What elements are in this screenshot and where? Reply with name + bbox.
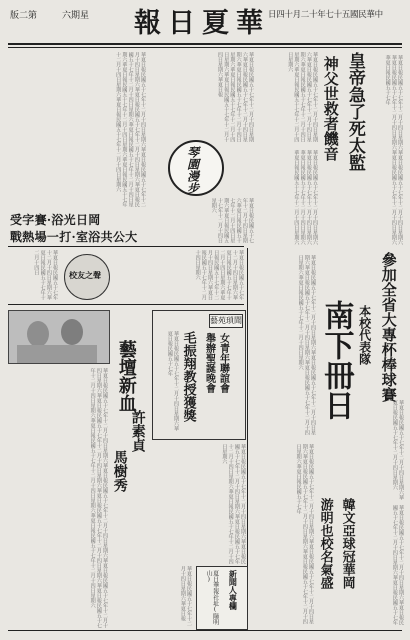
- bottom-right-headline: 韓文亞球冠華岡: [339, 498, 355, 589]
- new-blood-headline: 藝壇新血: [115, 340, 137, 412]
- column-logo-text: 琴園漫步: [185, 146, 200, 194]
- body-text-block: 華夏日報民國五十七年十二月十四日星期六華夏日報民國五十七年: [166, 331, 179, 431]
- body-text-block: 華夏日報民國五十七年十二月十四日星期六華夏日報民國五十七年十二月十四日星期六: [391, 400, 404, 500]
- students-photo: [8, 310, 110, 364]
- edition-number: 版二第: [10, 11, 38, 21]
- bottom-right-subheadline: 游明也校名氣盛: [317, 498, 333, 589]
- bath-ad: [8, 210, 148, 244]
- body-text-block: 華夏日報民國五十七年十二月十四日星期六華夏日報民國五十七年十二月十四日星期六華夏日報民國五十七年十二月十四日星期六華夏日報民國五十七年十二月十四日星期六: [221, 444, 246, 564]
- sports-kicker: 參加全省大專杯棒球賽: [379, 252, 398, 402]
- body-text-block: 華夏日報民國五十七年十二月十四日星期六華夏日報民國五十七年十二月十四日星期六華夏日報民國五十七年: [391, 505, 404, 625]
- events-subheadline-2: 舉辦聖誕晚會: [203, 333, 215, 393]
- body-text-block: 華夏日報民國五十七年十二月十四日星期六華夏日報民國五十七年十二月十四日星期六華夏日報民國五十七年十二月十四日星期六華夏日報民國五十七年十二月十四日星期六華夏日報民國五十七年十二月十四日星期六華夏日報民國五十七年十二月十四日星期六華夏日報民國五十七年十二月十四日星期六華夏日報民國五十七年十二月十四日星期六: [89, 368, 108, 628]
- events-label: [209, 314, 243, 328]
- footer-box-body: 夏日華報社址(陽明山): [205, 570, 219, 625]
- column-logo: [168, 140, 224, 196]
- page-bottom-rule: [8, 630, 402, 631]
- body-text-block: 華夏日報民國五十七年十二月十四日星期六華夏日報民國五十七年十二月十四日星期六華夏日報民國五十七年十二月十四日星期六華夏日報民國五十七年十二月十四日星期六華夏日報民國五十七年十二月十四日星期六: [297, 255, 316, 435]
- top-right-headline: 皇帝急了死太監: [344, 52, 365, 171]
- events-headline: 毛振翔教授獲獎: [180, 331, 196, 422]
- masthead: [0, 0, 410, 44]
- section-rule: [8, 304, 244, 305]
- body-text-block: 華夏日報民國五十七年十二月十四日星期六華夏日報民國五十七年十二月十四日星期六華夏日報民國五十七年十二月十四日星期六華夏日報民國五十七年十二月十四日星期六華夏日報民國五十七年: [295, 444, 314, 624]
- footer-box: [196, 566, 248, 630]
- weekday: 六期星: [62, 11, 90, 21]
- new-blood-name-1: 許素貞: [129, 410, 146, 452]
- footer-box-title: 新聞人專欄: [228, 570, 239, 610]
- masthead-rule-thin: [8, 47, 402, 48]
- body-text-block: 華夏日報民國五十七年十二月十四日星期六華夏日報民國五十七年十二月十四日星期六華夏日報民國五十七年十二月十四日星期六: [210, 198, 254, 243]
- small-logo: [64, 254, 110, 300]
- sports-team: 本校代表隊: [357, 305, 372, 365]
- body-text-block: 華夏日報民國五十七年十二月十四日星期六華夏日報: [179, 566, 192, 626]
- body-text-block: 華夏日報民國五十七年十二月十四日星期六華夏日報民國五十七年十二月十四日星期六華夏日報民國五十七年十二月十四日星期六華夏日報民國五十七年十二月十四日星期六: [287, 52, 318, 142]
- events-label-char: 藝: [210, 316, 218, 325]
- sports-headline: 南下冊日: [318, 300, 354, 420]
- masthead-rule: [8, 43, 402, 45]
- events-label-char: 瑣: [226, 316, 234, 325]
- small-logo-text: 校友之聲: [69, 270, 101, 280]
- bath-ad-line1: 受字賽·浴光日岡: [10, 213, 101, 227]
- events-label-char: 聞: [234, 316, 242, 325]
- bath-ad-line2: 戰熱場一打·室浴共公大: [10, 230, 138, 244]
- body-text-block: 華夏日報民國五十七年十二月十四日星期六華夏日報民國五十七年十二月十四日星期六華夏日報民國五十七年十二月十四日星期六華夏日報民國五十七年十二月十四日星期六: [194, 250, 244, 300]
- new-blood-name-2: 馬樹秀: [111, 450, 128, 492]
- newspaper-title: 報日夏華: [134, 8, 270, 39]
- body-text-block: 華夏日報民國五十七年十二月十四日星期六華夏日報民國五十七年十二月十四日: [33, 250, 58, 300]
- body-text-block: 華夏日報民國五十七年十二月十四日星期六華夏日報民國五十七年十二月十四日星期六華夏日報民國五十七年十二月十四日星期六華夏日報民國五十七年十二月十四日星期六: [293, 150, 318, 245]
- events-subheadline-1: 女青年聯誼會: [217, 333, 229, 393]
- events-box: [152, 310, 246, 440]
- body-text-block: 華夏日報民國五十七年十二月十四日星期六華夏日報民國五十七年十二月十四日星期六華夏日報民國五十七年十二月十四日星期六華夏日報民國五十七年十二月十四日星期六華夏日報民國五十七年十二月十四日星期六華夏日報: [216, 52, 254, 142]
- events-label-char: 苑: [218, 316, 226, 325]
- top-right-subheadline: 神父世救者饑音: [321, 56, 340, 161]
- issue-date: 日四十月二十年七十五國民華中: [268, 10, 383, 20]
- body-text-block: 華夏日報民國五十七年十二月十四日星期六華夏日報民國五十七年十二月十四日星期六華夏日報民國五十七年十二月十四日星期六華夏日報民國五十七年十二月十四日星期六華夏日報民國五十七年十二月十四日星期六華夏日報民國五十七年十二月十四日星期六華夏日報民國五十七年十二月十四日星期六華夏日報民國五十七年十二月十四日星期六: [115, 52, 146, 207]
- section-rule: [8, 246, 244, 247]
- body-text-block: 華夏日報民國五十七年十二月十四日星期六華夏日報民國五十七年十二月十四日星期六華夏日報民國五十七年十二月十四日星期六華夏日報民國五十七年十二月十四日星期六華夏日報民國五十七年: [384, 55, 403, 245]
